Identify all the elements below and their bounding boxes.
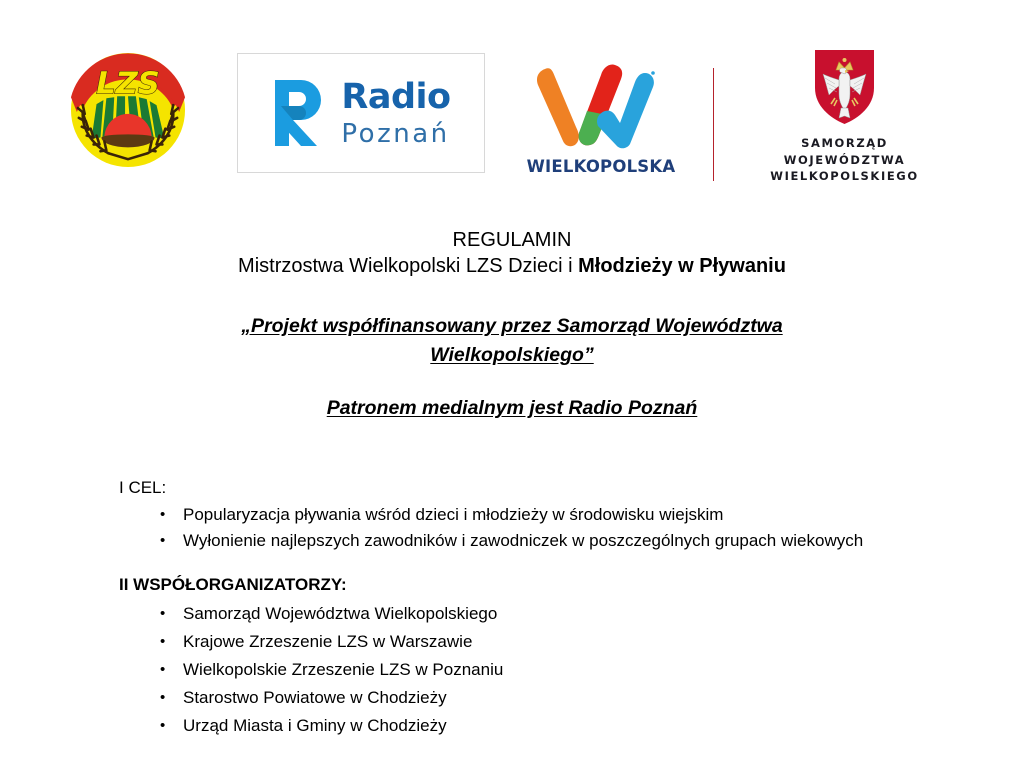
radio-poznan-mark-icon [271, 76, 333, 150]
radio-logo-word-poznan: Poznań [341, 118, 450, 149]
list-item: • Krajowe Zrzeszenie LZS w Warszawie [119, 630, 905, 653]
document-title [0, 228, 1024, 280]
svg-text:LZS: LZS [96, 66, 160, 102]
section-wspolorganizatorzy [119, 573, 905, 737]
list-item: • Samorząd Województwa Wielkopolskiego [119, 602, 905, 625]
radio-logo-word-radio: Radio [341, 76, 451, 117]
lzs-emblem-logo [69, 51, 187, 169]
radio-poznan-logo-box [237, 53, 485, 173]
list-item: • Wyłonienie najlepszych zawodników i zawodniczek w poszczególnych grupach wiekowych [119, 529, 905, 552]
section-spacer [119, 552, 905, 573]
samorzad-caption-line-2: WOJEWÓDZTWA [783, 152, 906, 167]
title-event-regular: Mistrzostwa Wielkopolski LZS Dzieci i [238, 255, 579, 277]
title-line-regulamin: REGULAMIN [452, 229, 572, 251]
section-wspolorganizatorzy-list [119, 602, 905, 737]
samorzad-caption [742, 135, 947, 185]
list-item: • Wielkopolskie Zrzeszenie LZS w Poznaniu [119, 658, 905, 681]
header-divider [713, 68, 714, 181]
list-item: • Starostwo Powiatowe w Chodzieży [119, 686, 905, 709]
section-cel-heading: I CEL: [119, 478, 167, 497]
funding-statement-line-1: „Projekt współfinansowany przez Samorząd Województwa [241, 315, 783, 337]
list-item: • Urząd Miasta i Gminy w Chodzieży [119, 714, 905, 737]
wielkopolska-caption: WIELKOPOLSKA [526, 157, 676, 176]
samorzad-wojewodztwa-logo [742, 48, 947, 193]
title-event-bold: Młodzieży w Pływaniu [578, 255, 786, 277]
project-funding-statement [0, 312, 1024, 370]
section-cel-list [119, 503, 905, 552]
list-item: • Popularyzacja pływania wśród dzieci i młodzieży w środowisku wiejskim [119, 503, 905, 526]
section-cel [119, 476, 905, 552]
media-patron-statement [0, 395, 1024, 421]
header-logo-band [0, 0, 1024, 215]
samorzad-caption-line-1: SAMORZĄD [801, 136, 888, 150]
funding-statement-line-2: Wielkopolskiego” [430, 344, 594, 366]
media-patron-line: Patronem medialnym jest Radio Poznań [326, 397, 698, 419]
wielkopolska-logo [519, 55, 683, 185]
wielkopolska-brushstroke-icon [519, 55, 683, 155]
samorzad-caption-line-3: WIELKOPOLSKIEGO [770, 169, 919, 184]
title-line-event [0, 253, 1024, 280]
wielkopolska-coat-of-arms-icon [813, 48, 876, 126]
section-wspolorganizatorzy-heading: II WSPÓŁORGANIZATORZY: [119, 575, 347, 594]
document-body [119, 476, 905, 737]
